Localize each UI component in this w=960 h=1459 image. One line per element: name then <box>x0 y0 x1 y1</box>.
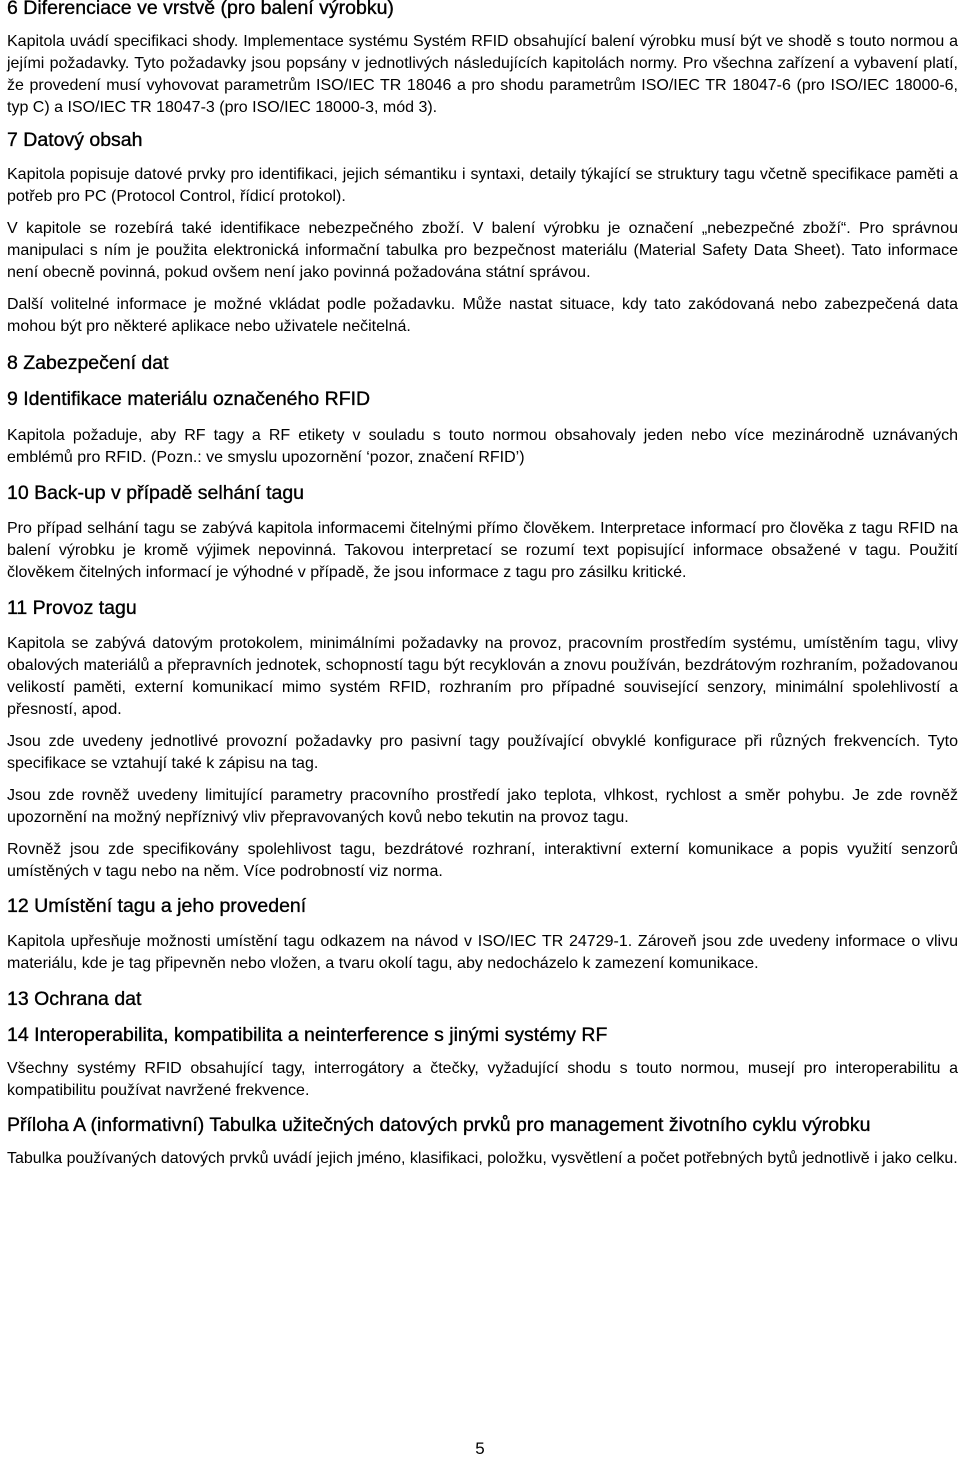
section-14-title: 14 Interoperabilita, kompatibilita a neinterference s jinými systémy RF <box>7 1024 608 1046</box>
section-8-title: 8 Zabezpečení dat <box>7 352 169 374</box>
section-10-paragraph-1: Pro případ selhání tagu se zabývá kapitola informacemi čitelnými přímo člověkem. Interpretace informací pro člověka z tagu RFID na balení výrobku je kromě výjimek nepovinná. Takovou interpretací se rozumí text popisující informace obsažené v tagu. Použití člověkem čitelných informací je výhodné v případě, že jsou informace z tagu pro zásilku kritické. <box>7 520 958 581</box>
section-6-title: 6 Diferenciace ve vrstvě (pro balení výrobku) <box>7 0 394 19</box>
section-9-title: 9 Identifikace materiálu označeného RFID <box>7 388 371 410</box>
section-7-paragraph-1: Kapitola popisuje datové prvky pro identifikaci, jejich sémantiku i syntaxi, detaily týkající se struktury tagu včetně specifikace paměti a potřeb pro PC (Protocol Control, řídicí protokol). <box>7 166 958 205</box>
section-11-paragraph-1: Kapitola se zabývá datovým protokolem, minimálními požadavky na provoz, pracovním prostředím systému, umístěním tagu, vlivy obalových materiálů a přepravních jednotek, schopností tagu být recyklován a znovu používán, bezdrátovým rozhraním, požadovanou velikostí paměti, externí komunikací mimo systém RFID, rozhraním pro případné související senzory, minimální spolehlivostí a přesností, apod. <box>7 635 958 718</box>
section-11-paragraph-2: Jsou zde uvedeny jednotlivé provozní požadavky pro pasivní tagy používající obvyklé konfigurace při různých frekvencích. Tyto specifikace se vztahují také k zápisu na tag. <box>7 733 958 772</box>
section-11-title: 11 Provoz tagu <box>7 597 137 619</box>
section-11-paragraph-3: Jsou zde rovněž uvedeny limitující parametry pracovního prostředí jako teplota, vlhkost, rychlost a směr pohybu. Je zde rovněž upozornění na možný nepříznivý vliv přepravovaných kovů nebo tekutin na provoz tagu. <box>7 787 958 826</box>
annex-a-title: Příloha A (informativní) Tabulka užitečných datových prvků pro management životního cyklu výrobku <box>7 1114 871 1136</box>
section-9-paragraph-1: Kapitola požaduje, aby RF tagy a RF etikety v souladu s touto normou obsahovaly jeden nebo více mezinárodně uznávaných emblémů pro RFID. (Pozn.: ve smyslu upozornění ‘pozor, značení RFID’) <box>7 427 958 466</box>
section-14-paragraph-1: Všechny systémy RFID obsahující tagy, interrogátory a čtečky, vyžadující shodu s touto normou, musejí pro interoperabilitu a kompatibilitu používat navržené frekvence. <box>7 1060 958 1099</box>
page-number: 5 <box>475 1439 485 1458</box>
section-7-title: 7 Datový obsah <box>7 129 143 151</box>
section-13-title: 13 Ochrana dat <box>7 988 142 1010</box>
section-12-title: 12 Umístění tagu a jeho provedení <box>7 895 307 917</box>
section-6-paragraph-1: Kapitola uvádí specifikaci shody. Implementace systému Systém RFID obsahující balení výrobku musí být ve shodě s touto normou a jejími požadavky. Tyto požadavky jsou popsány v jednotlivých následujících kapitolách normy. Pro všechna zařízení a vybavení platí, že provedení musí vyhovovat parametrům ISO/IEC TR 18046 a pro shodu parametrům ISO/IEC TR 18047-6 (pro ISO/IEC 18000-6, typ C) a ISO/IEC TR 18047-3 (pro ISO/IEC 18000-3, mód 3). <box>7 33 958 116</box>
section-12-paragraph-1: Kapitola upřesňuje možnosti umístění tagu odkazem na návod v ISO/IEC TR 24729-1. Zároveň jsou zde uvedeny informace o vlivu materiálu, kde je tag připevněn nebo vložen, a tvaru okolí tagu, aby nedocházelo k zamezení komunikace. <box>7 933 958 972</box>
section-10-title: 10 Back-up v případě selhání tagu <box>7 482 305 504</box>
section-7-paragraph-3: Další volitelné informace je možné vkládat podle požadavku. Může nastat situace, kdy tato zakódovaná nebo zabezpečená data mohou být pro některé aplikace nebo uživatele nečitelná. <box>7 296 958 335</box>
annex-a-paragraph-1: Tabulka používaných datových prvků uvádí jejich jméno, klasifikaci, položku, vysvětlení a počet potřebných bytů jednotlivě i jako celku. <box>7 1150 958 1167</box>
section-7-paragraph-2: V kapitole se rozebírá také identifikace nebezpečného zboží. V balení výrobku je označení „nebezpečné zboží“. Pro správnou manipulaci s ním je použita elektronická informační tabulka pro bezpečnost materiálu (Material Safety Data Sheet). Tato informace není obecně povinná, pokud ovšem není jako povinná požadována státní správou. <box>7 220 958 281</box>
section-11-paragraph-4: Rovněž jsou zde specifikovány spolehlivost tagu, bezdrátové rozhraní, interaktivní externí komunikace a popis využití senzorů umístěných v tagu nebo na něm. Více podrobností viz norma. <box>7 841 958 880</box>
document-page <box>7 0 958 1170</box>
